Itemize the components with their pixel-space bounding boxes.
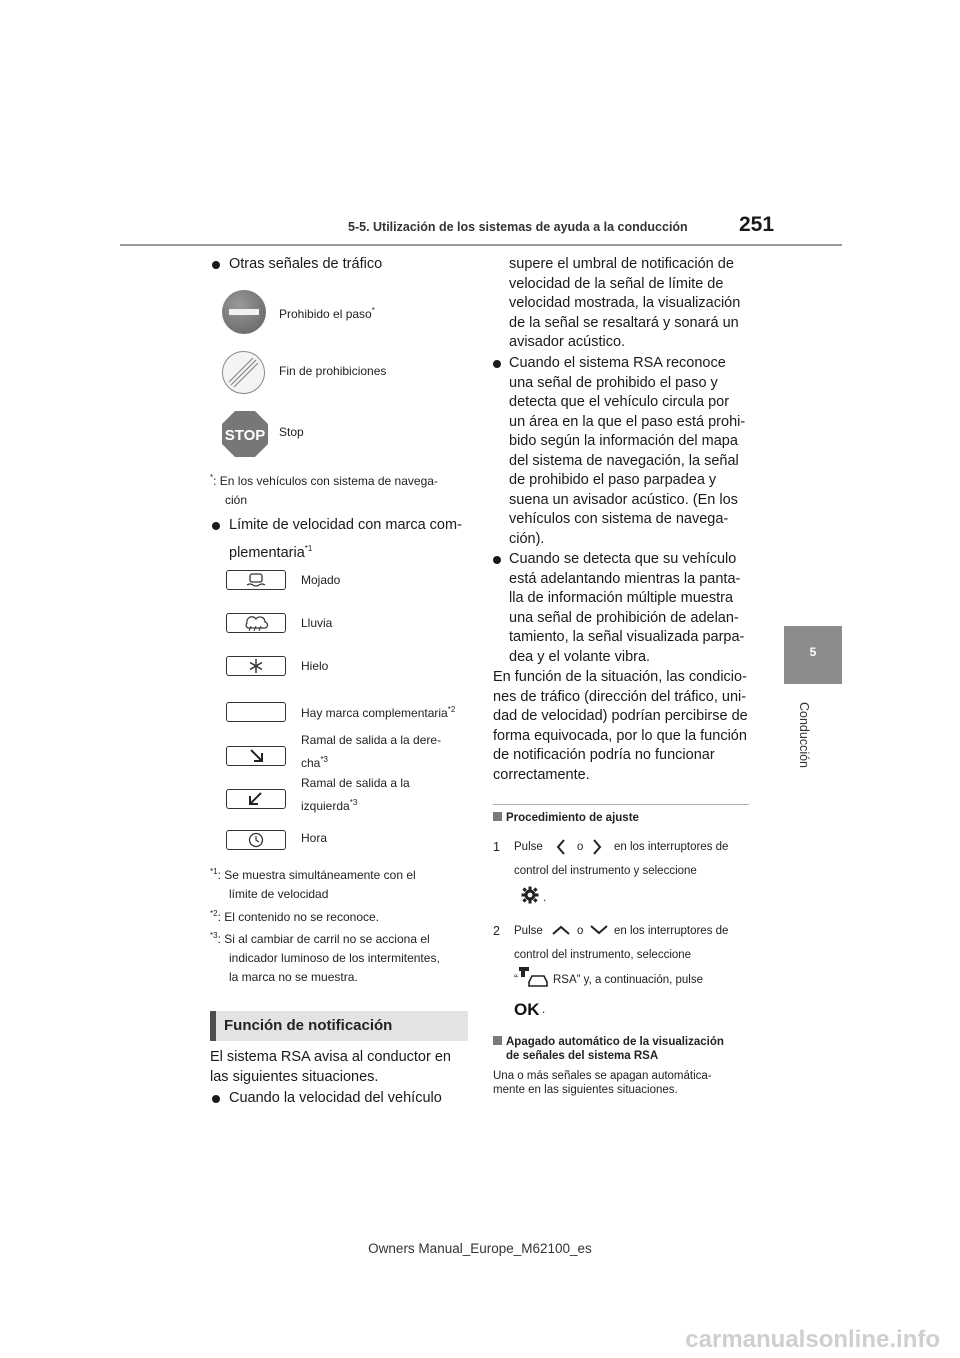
bullet-continuation: supere el umbral de notificación de velocidad de la señal de límite de velocidad mostrada, la visualización de la señal se resaltará y sonará un avisador acústico. <box>509 256 741 350</box>
section-header-title: 5-5. Utilización de los sistemas de ayuda a la conducción <box>348 220 688 234</box>
sign-label-no-entry: Prohibido el paso* <box>279 306 375 321</box>
footnote-star: *: En los vehículos con sistema de navega- ción <box>210 473 438 507</box>
rsa-car-icon <box>519 966 553 988</box>
exit-right-arrow-icon <box>226 746 286 766</box>
right-arrow-icon <box>591 838 603 856</box>
ok-button-label: OK <box>514 1000 540 1019</box>
svg-text:STOP: STOP <box>224 427 266 444</box>
subsection-divider <box>493 804 749 805</box>
bullet-dot <box>212 522 220 530</box>
clock-icon <box>226 830 286 850</box>
step-2: 2 Pulse o en los interruptores de control del instrumento, seleccione “ RSA” y, a continuación, pulse OK . <box>493 924 729 1019</box>
stop-sign-icon <box>221 410 269 458</box>
plate-label-rain: Lluvia <box>301 616 333 630</box>
bullet-dot <box>212 1095 220 1103</box>
paragraph-rsa-intro: El sistema RSA avisa al conductor en las siguientes situaciones. <box>210 1049 451 1085</box>
header-divider <box>120 244 842 246</box>
end-of-restrictions-sign-icon <box>222 351 265 394</box>
plate-label-supplementary: Hay marca complementaria$^{*2}$ <box>301 705 456 720</box>
bullet-dot <box>212 261 220 269</box>
rain-icon <box>226 613 286 633</box>
document-footer: Owners Manual_Europe_M62100_es <box>368 1241 592 1256</box>
paragraph-misperception: En función de la situación, las condicio- nes de tráfico (dirección del tráfico, uni- dad de velocidad) podrían percibirse de forma equivocada, por lo que la función de notificación podría no funcionar correctamente. <box>493 669 748 783</box>
chapter-tab-number: 5 <box>809 645 817 659</box>
auto-off-body: Una o más señales se apagan automática- mente en las siguientes situaciones. <box>493 1070 712 1096</box>
subheading-auto-off: Apagado automático de la visualización de señales del sistema RSA <box>493 1035 755 1063</box>
up-arrow-icon <box>551 924 571 936</box>
section-heading-notification <box>210 1011 468 1041</box>
chapter-tab-label: Conducción <box>797 701 811 769</box>
page-number: 251 <box>739 213 775 236</box>
no-entry-sign-icon <box>222 290 266 334</box>
plate-label-ice: Hielo <box>301 659 329 673</box>
wet-road-icon <box>226 570 286 590</box>
sign-label-stop: Stop <box>279 425 304 439</box>
footnote-3: $^{*3}$: Si al cambiar de carril no se acciona el indicador luminoso de los intermitentes, la marca no se muestra. <box>210 931 440 984</box>
section-accent <box>210 1011 216 1041</box>
plate-label-time: Hora <box>301 831 328 845</box>
plate-label-exit-right: Ramal de salida a la dere- cha$^{*3}$ <box>301 733 442 770</box>
bullet-dot <box>493 360 501 368</box>
sign-label-end-restrictions: Fin de prohibiciones <box>279 364 387 378</box>
blank-plate-icon <box>226 702 286 722</box>
down-arrow-icon <box>589 924 609 936</box>
section-title: Función de notificación <box>224 1017 393 1034</box>
step-1: 1 Pulse o en los interruptores de control del instrumento y seleccione . <box>493 840 729 904</box>
left-arrow-icon <box>555 838 567 856</box>
subheading-setting-procedure: Procedimiento de ajuste <box>493 811 639 825</box>
footnote-2: $^{*2}$: El contenido no se reconoce. <box>210 909 379 924</box>
gear-icon <box>521 886 539 904</box>
snowflake-icon <box>226 656 286 676</box>
watermark: carmanualsonline.info <box>685 1326 940 1353</box>
footnote-1: $^{*1}$: Se muestra simultáneamente con el límite de velocidad <box>210 867 416 901</box>
exit-left-arrow-icon <box>226 789 286 809</box>
bullet-dot <box>493 556 501 564</box>
plate-label-wet: Mojado <box>301 573 341 587</box>
plate-label-exit-left: Ramal de salida a la izquierda$^{*3}$ <box>301 776 410 813</box>
